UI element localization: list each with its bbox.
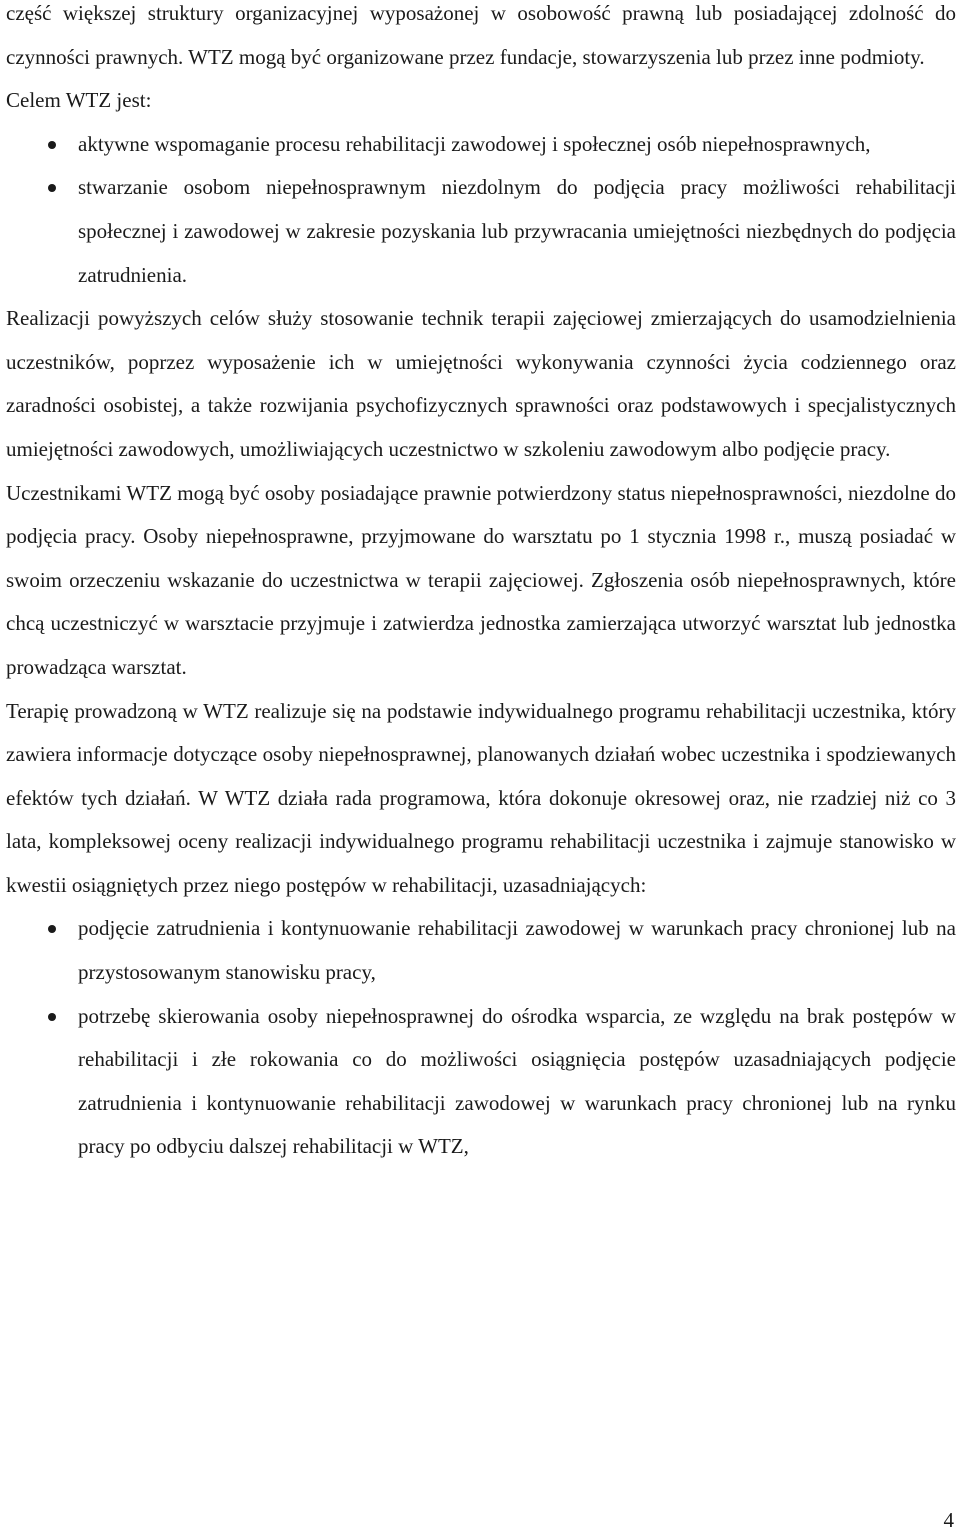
assessment-list: [6, 907, 956, 1169]
goals-list: [6, 123, 956, 297]
list-item-text: stwarzanie osobom niepełnosprawnym niezdolnym do podjęcia pracy możliwości rehabilitacji społecznej i zawodowej w zakresie pozyskania lub przywracania umiejętności niezbędnych do podjęcia zatrudnienia.: [78, 175, 956, 287]
paragraph-therapy: Terapię prowadzoną w WTZ realizuje się na podstawie indywidualnego programu rehabilitacji uczestnika, który zawiera informacje dotyczące osoby niepełnosprawnej, planowanych działań wobec uczestnika i spodziewanych efektów tych działań. W WTZ działa rada programowa, która dokonuje okresowej oraz, nie rzadziej niż co 3 lata, kompleksowej oceny realizacji indywidualnego programu rehabilitacji uczestnika i zajmuje stanowisko w kwestii osiągniętych przez niego postępów w rehabilitacji, uzasadniających:: [6, 698, 956, 897]
list-item: [6, 123, 956, 167]
document-page: [6, 0, 956, 1169]
list-item-text: potrzebę skierowania osoby niepełnosprawnej do ośrodka wsparcia, ze względu na brak postępów w rehabilitacji i złe rokowania co do możliwości osiągnięcia postępów uzasadniających podjęcie zatrudnienia i kontynuowanie rehabilitacji zawodowej w warunkach pracy chronionej lub na rynku pracy po odbyciu dalszej rehabilitacji w WTZ,: [78, 1003, 956, 1159]
page-number: 4: [943, 1508, 954, 1532]
bullet-icon: [48, 184, 56, 192]
list-item: [6, 995, 956, 1169]
list-item-text: podjęcie zatrudnienia i kontynuowanie rehabilitacji zawodowej w warunkach pracy chronionej lub na przystosowanym stanowisku pracy,: [78, 916, 956, 985]
list-item: [6, 907, 956, 994]
list-item-text: aktywne wspomaganie procesu rehabilitacji zawodowej i społecznej osób niepełnosprawnych,: [78, 131, 871, 156]
paragraph-goals-heading: Celem WTZ jest:: [6, 88, 152, 113]
paragraph-intro: część większej struktury organizacyjnej wyposażonej w osobowość prawną lub posiadającej zdolność do czynności prawnych. WTZ mogą być organizowane przez fundacje, stowarzyszenia lub przez inne podmioty.: [6, 1, 956, 69]
paragraph-techniques: Realizacji powyższych celów służy stosowanie technik terapii zajęciowej zmierzających do usamodzielnienia uczestników, poprzez wyposażenie ich w umiejętności wykonywania czynności życia codziennego oraz zaradności osobistej, a także rozwijania psychofizycznych sprawności oraz podstawowych i specjalistycznych umiejętności zawodowych, umożliwiających uczestnictwo w szkoleniu zawodowym albo podjęcie pracy.: [6, 306, 956, 461]
bullet-icon: [48, 925, 56, 933]
list-item: [6, 166, 956, 297]
bullet-icon: [48, 141, 56, 149]
bullet-icon: [48, 1013, 56, 1021]
paragraph-participants: Uczestnikami WTZ mogą być osoby posiadające prawnie potwierdzony status niepełnosprawności, niezdolne do podjęcia pracy. Osoby niepełnosprawne, przyjmowane do warsztatu po 1 stycznia 1998 r., muszą posiadać w swoim orzeczeniu wskazanie do uczestnictwa w terapii zajęciowej. Zgłoszenia osób niepełnosprawnych, które chcą uczestniczyć w warsztacie przyjmuje i zatwierdza jednostka zamierzająca utworzyć warsztat lub jednostka prowadząca warsztat.: [6, 480, 956, 679]
